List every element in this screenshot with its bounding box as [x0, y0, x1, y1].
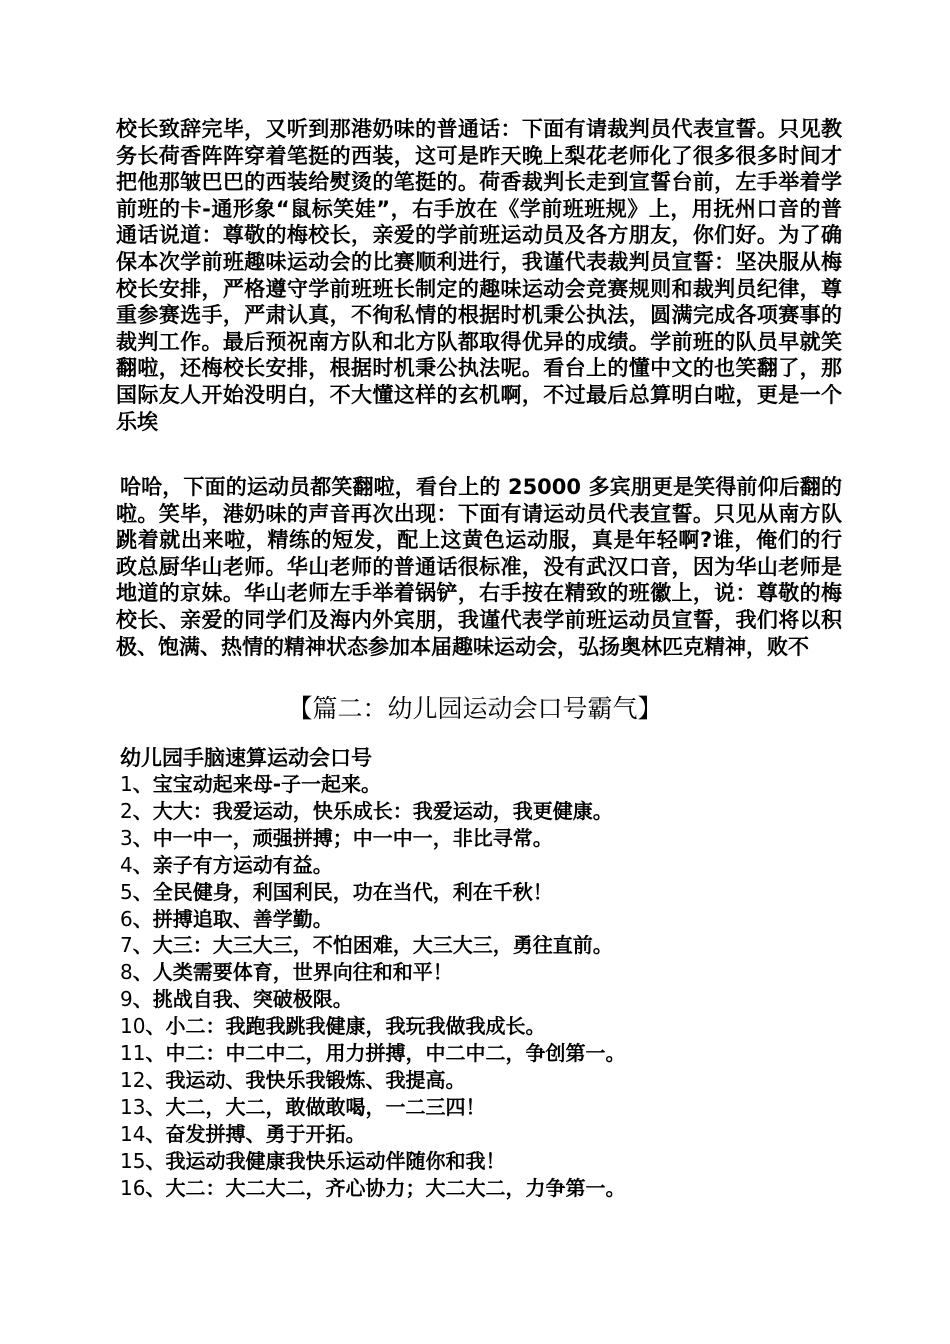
list-item-text: 、人类需要体育，世界向往和和平！ — [132, 960, 453, 985]
list-item — [120, 1040, 840, 1067]
list-item-text: 、大大：我爱运动，快乐成长：我爱运动，我更健康。 — [132, 798, 613, 823]
slogan-list-title: 幼儿园手脑速算运动会口号 — [120, 746, 372, 770]
list-item — [120, 798, 840, 825]
list-item-text: 、挑战自我、突破极限。 — [132, 987, 353, 1012]
list-item-number: 10 — [120, 1014, 146, 1039]
list-item-number: 6 — [120, 906, 133, 931]
list-item — [120, 1013, 840, 1040]
body-paragraph-2-text: 哈哈，下面的运动员都笑翻啦，看台上的 25000 多宾朋更是笑得前仰后翻的啦。笑毕，港奶味的声音再次出现：下面有请运动员代表宣誓。只见从南方队跳着就出来啦，精练的短发，配上这黄色运动服，真是年轻啊?谁，俺们的行政总厨华山老师。华山老师的普通话很标准，没有武汉口音，因为华山老师是地道的京妹。华山老师左手举着锅铲，右手按在精致的班徽上，说：尊敬的梅校长、亲爱的同学们及海内外宾朋，我谨代表学前班运动员宣誓，我们将以积极、饱满、热情的精神状态参加本届趣味运动会，弘扬奥林匹克精神，败不 — [116, 475, 842, 659]
list-item — [120, 771, 840, 798]
list-item-number: 1 — [120, 772, 133, 796]
slogan-list — [120, 771, 840, 1202]
list-item-number: 3 — [120, 825, 133, 850]
list-item-number: 12 — [120, 1067, 146, 1092]
list-item-number: 2 — [120, 798, 133, 823]
section-heading: 【篇二：幼儿园运动会口号霸气】 — [287, 694, 663, 723]
list-item-text: 、大三：大三大三，不怕困难，大三大三，勇往直前。 — [132, 933, 613, 958]
list-item-text: 、我运动、我快乐我锻炼、我提高。 — [145, 1067, 466, 1092]
list-item-text: 、拼搏追取、善学勤。 — [132, 906, 333, 931]
list-item — [120, 1175, 840, 1202]
list-item-text: 、小二：我跑我跳我健康，我玩我做我成长。 — [145, 1014, 546, 1039]
list-item — [120, 959, 840, 986]
list-item — [120, 1067, 840, 1094]
list-item-number: 7 — [120, 933, 133, 958]
list-item-number: 11 — [120, 1041, 146, 1066]
list-item-text: 、全民健身，利国利民，功在当代，利在千秋！ — [132, 879, 553, 904]
list-item — [120, 1121, 840, 1148]
list-item-text: 、中一中一，顽强拼搏；中一中一，非比寻常。 — [132, 825, 553, 850]
list-item-number: 5 — [120, 879, 133, 904]
list-item-text: 、宝宝动起来母-子一起来。 — [132, 772, 382, 796]
list-item-number: 4 — [120, 852, 133, 877]
list-item-text: 、我运动我健康我快乐运动伴随你和我！ — [145, 1148, 506, 1173]
list-item — [120, 852, 840, 879]
list-item-text: 、奋发拼搏、勇于开拓。 — [145, 1121, 366, 1146]
list-item-number: 14 — [120, 1121, 146, 1146]
list-item — [120, 879, 840, 906]
body-paragraph-1: 校长致辞完毕，又听到那港奶味的普通话：下面有请裁判员代表宣誓。只见教务长荷香阵阵穿着笔挺的西装，这可是昨天晚上梨花老师化了很多很多时间才把他那皱巴巴的西装给熨烫的笔挺的。荷香裁判长走到宣誓台前，左手举着学前班的卡-通形象“鼠标笑娃”，右手放在《学前班班规》上，用抚州口音的普通话说道：尊敬的梅校长，亲爱的学前班运动员及各方朋友，你们好。为了确保本次学前班趣味运动会的比赛顺利进行，我谨代表裁判员宣誓：坚决服从梅校长安排，严格遵守学前班班长制定的趣味运动会竞赛规则和裁判员纪律，尊重参赛选手，严肃认真，不徇私情的根据时机秉公执法，圆满完成各项赛事的裁判工作。最后预祝南方队和北方队都取得优异的成绩。学前班的队员早就笑翻啦，还梅校长安排，根据时机秉公执法呢。看台上的懂中文的也笑翻了，那国际友人开始没明白，不大懂这样的玄机啊，不过最后总算明白啦，更是一个乐埃 — [116, 117, 842, 434]
list-item — [120, 932, 840, 959]
list-item — [120, 825, 840, 852]
list-item — [120, 906, 840, 933]
list-item-number: 15 — [120, 1148, 146, 1173]
list-item-text: 、中二：中二中二，用力拼搏，中二中二，争创第一。 — [145, 1041, 626, 1066]
list-item — [120, 1148, 840, 1175]
list-item — [120, 1094, 840, 1121]
list-item-text: 、大二，大二，敢做敢喝，一二三四！ — [145, 1094, 486, 1119]
body-paragraph-2 — [116, 474, 842, 660]
list-item-text: 、大二：大二大二，齐心协力；大二大二，力争第一。 — [145, 1175, 626, 1200]
list-item — [120, 986, 840, 1013]
list-item-number: 16 — [120, 1175, 146, 1200]
list-item-number: 8 — [120, 960, 133, 985]
list-item-number: 13 — [120, 1094, 146, 1119]
list-item-text: 、亲子有方运动有益。 — [132, 852, 333, 877]
list-item-number: 9 — [120, 987, 133, 1012]
